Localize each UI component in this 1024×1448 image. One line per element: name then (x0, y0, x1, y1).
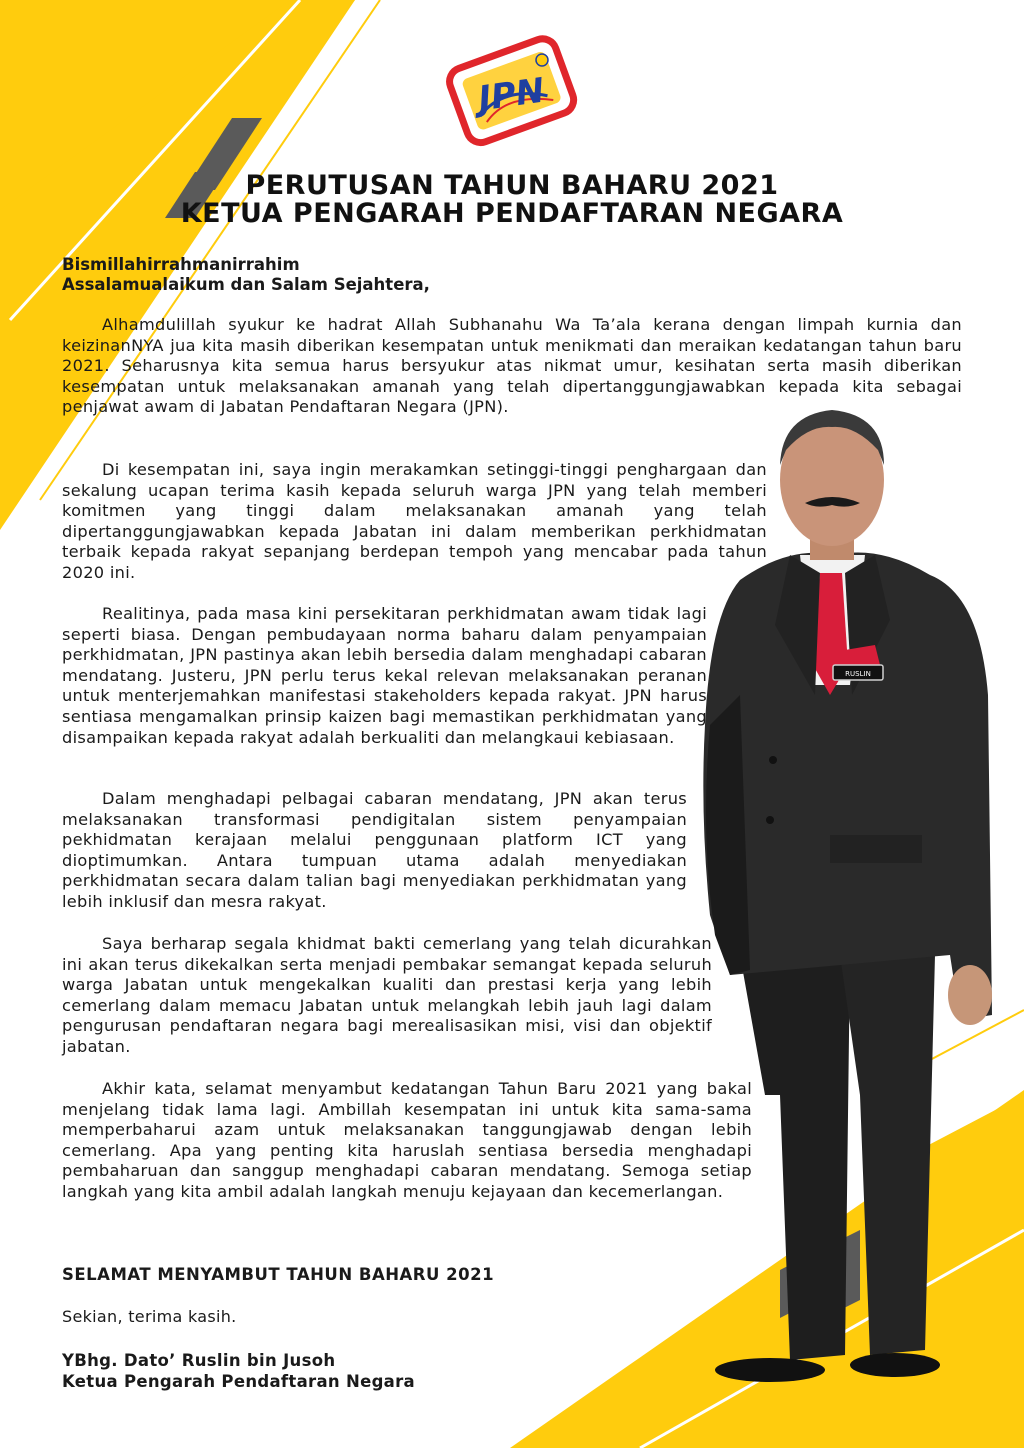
paragraph-5: Saya berharap segala khidmat bakti cemerlang yang telah dicurahkan ini akan terus dikekalkan serta menjadi pembakar semangat kepada seluruh warga Jabatan untuk mengekalkan kualiti dan prestasi kerja yang lebih cemerlang dalam memacu Jabatan untuk melangkah lebih jauh lagi dalam pengurusan pendaftaran negara bagi merealisasikan misi, visi dan objektif jabatan. (62, 934, 712, 1056)
signatory-title: Ketua Pengarah Pendaftaran Negara (62, 1372, 415, 1391)
portrait-hand (948, 965, 992, 1025)
thanks-text: Sekian, terima kasih. (62, 1307, 237, 1326)
signatory-name: YBhg. Dato’ Ruslin bin Jusoh (62, 1351, 336, 1370)
portrait-jacket-pocket (830, 835, 922, 863)
greeting (62, 255, 430, 295)
portrait-jacket-button-2 (766, 816, 774, 824)
paragraph-3: Realitinya, pada masa kini persekitaran perkhidmatan awam tidak lagi seperti biasa. Dengan pembudayaan norma baharu dalam penyampaian perkhidmatan, JPN pastinya akan lebih bersedia dalam menghadapi cabaran mendatang. Justeru, JPN perlu terus kekal relevan melaksanakan peranan untuk menterjemahkan manifestasi stakeholders kepada rakyat. JPN harus sentiasa mengamalkan prinsip kaizen bagi memastikan perkhidmatan yang disampaikan kepada rakyat adalah berkualiti dan melangkaui kebiasaan. (62, 604, 707, 747)
portrait-shoe-right (850, 1353, 940, 1377)
greeting-line-2: Assalamualaikum dan Salam Sejahtera, (62, 275, 430, 294)
page-title-line-2: KETUA PENGARAH PENDAFTARAN NEGARA (180, 198, 844, 229)
portrait-name-badge-text: RUSLIN (845, 670, 871, 678)
paragraph-6: Akhir kata, selamat menyambut kedatangan Tahun Baru 2021 yang bakal menjelang tidak lama lagi. Ambillah kesempatan ini untuk kita sama-sama memperbaharui azam untuk melaksanakan tanggungjawab dengan lebih cemerlang. Apa yang penting kita haruslah sentiasa bersedia menghadapi pembaharuan dan sanggup menghadapi cabaran mendatang. Semoga setiap langkah yang kita ambil adalah langkah menuju kejayaan dan kecemerlangan. (62, 1079, 752, 1201)
portrait-shoe-left (715, 1358, 825, 1382)
signature-block (62, 1350, 415, 1392)
closing-greeting: SELAMAT MENYAMBUT TAHUN BAHARU 2021 (62, 1265, 495, 1284)
portrait-trousers-right (840, 955, 935, 1355)
page-title-line-1: PERUTUSAN TAHUN BAHARU 2021 (245, 170, 779, 201)
jpn-logo-text: JPN (475, 70, 547, 120)
logo-star-icon (536, 54, 548, 66)
portrait-trousers (740, 955, 850, 1360)
paragraph-1: Alhamdulillah syukur ke hadrat Allah Subhanahu Wa Ta’ala kerana dengan limpah kurnia dan keizinanNYA jua kita masih diberikan kesempatan untuk menikmati dan meraikan kedatangan tahun baru 2021. Seharusnya kita semua harus bersyukur atas nikmat umur, kesihatan serta masih diberikan kesempatan untuk melaksanakan amanah yang telah dipertanggungjawabkan kepada kita sebagai penjawat awam di Jabatan Pendaftaran Negara (JPN). (62, 315, 962, 417)
portrait-jacket-button-1 (769, 756, 777, 764)
greeting-line-1: Bismillahirrahmanirrahim (62, 255, 300, 274)
paragraph-4: Dalam menghadapi pelbagai cabaran mendatang, JPN akan terus melaksanakan transformasi pendigitalan sistem penyampaian pekhidmatan kerajaan melalui penggunaan platform ICT yang dioptimumkan. Antara tumpuan utama adalah menyediakan perkhidmatan secara dalam talian bagi menyediakan perkhidmatan yang lebih inklusif dan mesra rakyat. (62, 789, 687, 911)
jpn-logo (444, 34, 578, 150)
paragraph-2: Di kesempatan ini, saya ingin merakamkan setinggi-tinggi penghargaan dan sekalung ucapan terima kasih kepada seluruh warga JPN yang telah memberi komitmen yang tinggi dalam melaksanakan amanah yang telah dipertanggungjawabkan kepada Jabatan ini dalam memberikan perkhidmatan terbaik kepada rakyat sepanjang berdepan tempoh yang mencabar pada tahun 2020 ini. (62, 460, 767, 582)
